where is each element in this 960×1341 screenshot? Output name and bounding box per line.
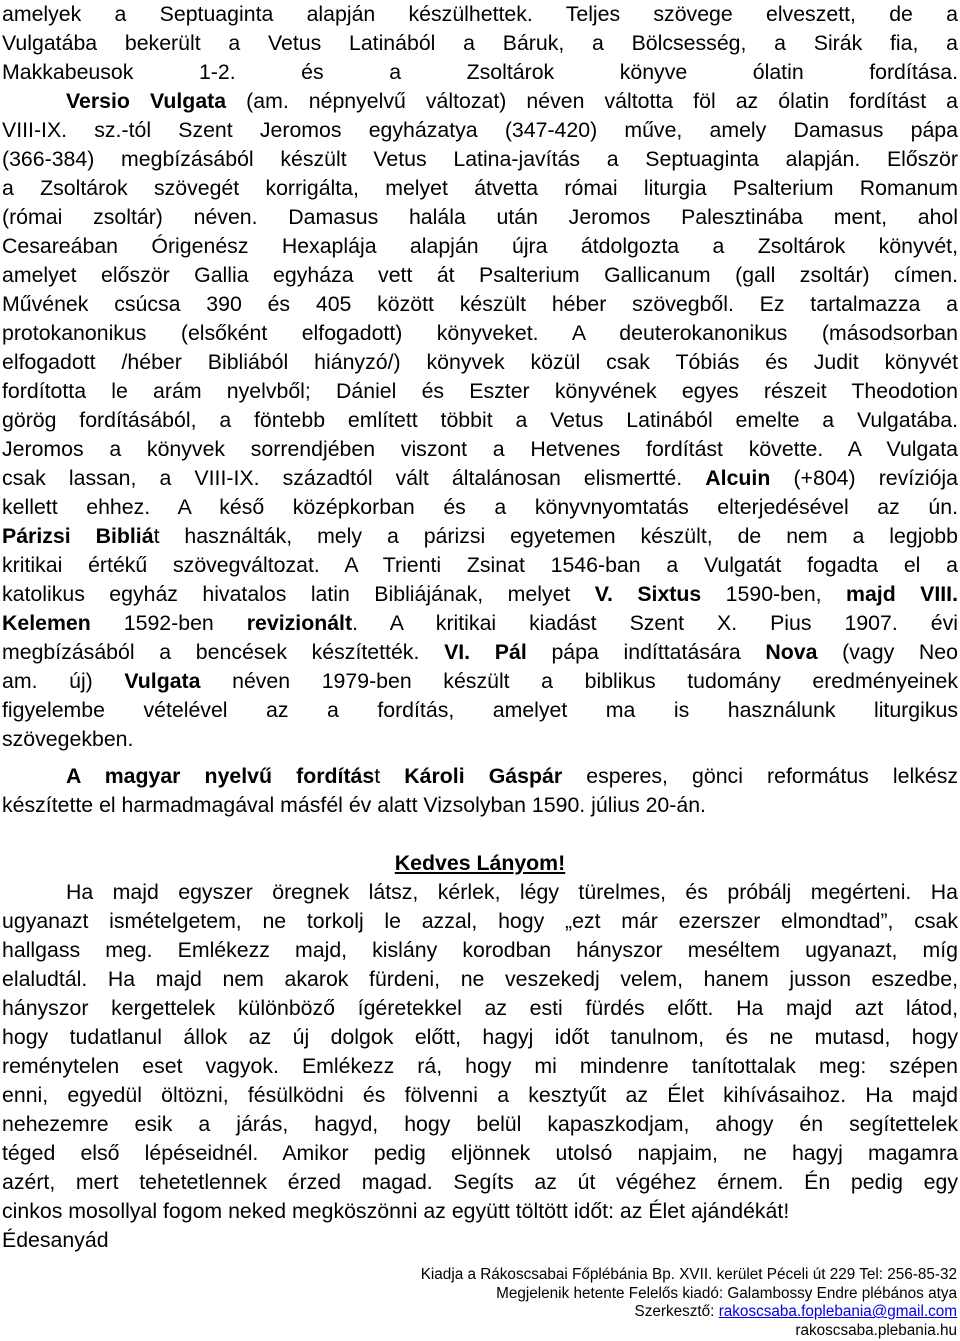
text-line <box>2 290 958 319</box>
footer <box>357 1266 957 1340</box>
text-run: Művének csúcsa 390 és 405 között készült héber szövegből. Ez tartalmazza a <box>2 292 958 316</box>
text-line <box>2 551 958 580</box>
text-run: Jeromos a könyvek sorrendjében viszont a Hetvenes fordítást követte. A Vulgata <box>2 437 958 461</box>
text-run: csak lassan, a VIII-IX. századtól vált általánosan elismertté. <box>2 466 706 490</box>
letter-line: azért, mert tehetetlennek érzed magad. Segíts az út végéhez érnem. Én pedig egy <box>2 1170 958 1194</box>
text-line <box>2 29 958 58</box>
letter-line: téged első lépéseidnél. Amikor pedig eljönnek utolsó napjaim, ne hagyj magamra <box>2 1141 958 1165</box>
text-run: figyelembe vételével az a fordítás, amelyet ma is használunk liturgikus <box>2 698 958 722</box>
karoli-paragraph <box>2 762 958 820</box>
text-run: protokanonikus (elsőként elfogadott) könyveket. A deuterokanonikus (másodsorban <box>2 321 958 345</box>
footer-editor <box>357 1303 957 1322</box>
letter-line: ugyanazt ismételgetem, ne torkolj le azzal, hogy „ezt már ezerszer elmondtad”, csak <box>2 909 958 933</box>
bold-term: A magyar nyelvű fordítás <box>66 764 375 788</box>
text-run: amelyet először Gallia egyháza vett át Psalterium Gallicanum (gall zsoltár) címen. <box>2 263 958 287</box>
text-run: a Zsoltárok szövegét korrigálta, melyet átvetta római liturgia Psalterium Romanum <box>2 176 958 200</box>
text-line <box>2 319 958 348</box>
text-line <box>2 348 958 377</box>
letter-line: hogy tudatlanul állok az új dolgok előtt, hagyj időt tanulnom, és ne mutasd, hogy <box>2 1025 958 1049</box>
text-run: (+804) revíziója <box>770 466 958 490</box>
text-line <box>2 116 958 145</box>
letter-line: Ha majd egyszer öregnek látsz, kérlek, légy türelmes, és próbálj megérteni. Ha <box>66 880 958 904</box>
letter-line: hányszor kergettelek különböző ígéretekkel az esti fürdés előtt. Ha majd azt látod, <box>2 996 958 1020</box>
text-run: 1592-ben <box>90 611 247 635</box>
text-run: néven 1979-ben készült a biblikus tudomány eredményeinek <box>200 669 958 693</box>
text-line <box>2 464 958 493</box>
letter-line: elaludtál. Ha majd nem akarok fürdeni, ne veszekedj velem, hanem jusson eszedbe, <box>2 967 958 991</box>
text-line <box>2 762 958 791</box>
text-run: . A kritikai kiadást Szent X. Pius 1907. évi <box>352 611 958 635</box>
letter-line: hallgass meg. Emlékezz majd, kislány korodban hányszor meséltem ugyanazt, míg <box>2 938 958 962</box>
letter-line: cinkos mosollyal fogom neked megköszönni az együtt töltött időt: az Élet ajándékát! <box>2 1199 790 1223</box>
letter-line: reménytelen eset vagyok. Emlékezz rá, hogy mi mindenre tanítottalak meg: szépen <box>2 1054 958 1078</box>
vulgata-paragraph <box>2 0 958 754</box>
text-line <box>2 609 958 638</box>
footer-publication: Megjelenik hetente Felelős kiadó: Galambossy Endre plébános atya <box>496 1284 957 1302</box>
text-run: t <box>374 764 405 788</box>
text-line <box>2 493 958 522</box>
text-run: (római zsoltár) néven. Damasus halála után Jeromos Palesztinába ment, ahol <box>2 205 958 229</box>
text-line <box>2 667 958 696</box>
bold-term: Nova <box>765 640 818 664</box>
footer-publisher: Kiadja a Rákoscsabai Főplébánia Bp. XVII. kerület Péceli út 229 Tel: 256-85-32 <box>420 1266 957 1283</box>
footer-website: rakoscsaba.plebania.hu <box>795 1321 957 1339</box>
bold-term: Károli Gáspár <box>404 764 563 788</box>
text-run: Vulgatába bekerült a Vetus Latinából a Báruk, a Bölcsesség, a Sirák fia, a <box>2 31 958 55</box>
footer-editor-label: Szerkesztő: <box>634 1303 719 1321</box>
text-run: esperes, gönci református lelkész <box>562 764 959 788</box>
text-run: pápa indíttatására <box>526 640 766 664</box>
letter-body <box>2 878 958 1255</box>
text-line <box>2 58 958 87</box>
text-line <box>2 232 958 261</box>
text-line <box>2 696 958 725</box>
text-run: amelyek a Septuaginta alapján készülhettek. Teljes szövege elveszett, de a <box>2 2 958 26</box>
text-run: (366-384) megbízásából készült Vetus Latina-javítás a Septuaginta alapján. Először <box>2 147 958 171</box>
text-line <box>2 638 958 667</box>
text-line <box>2 0 958 29</box>
letter-title: Kedves Lányom! <box>394 851 566 875</box>
text-line <box>2 435 958 464</box>
text-line <box>2 261 958 290</box>
text-line <box>2 87 958 116</box>
text-line <box>2 522 958 551</box>
text-run: szövegekben. <box>2 727 134 751</box>
text-run: Makkabeusok 1-2. és a Zsoltárok könyve ólatin fordítása. <box>2 60 958 84</box>
bold-term: Párizsi Bibliá <box>2 524 154 548</box>
text-line <box>2 377 958 406</box>
bold-term: majd VIII. <box>846 582 959 606</box>
text-line <box>2 145 958 174</box>
text-run: görög fordításából, a föntebb említett többit a Vetus Latinából emelte a Vulgatába. <box>2 408 958 432</box>
text-run: fordította le arám nyelvből; Dániel és Eszter könyvének egyes részeit Theodotion <box>2 379 958 403</box>
text-run: Cesareában Órigenész Hexaplája alapján újra átdolgozta a Zsoltárok könyvét, <box>2 234 958 258</box>
text-line <box>2 725 958 754</box>
text-run: am. új) <box>2 669 125 693</box>
text-run: VIII-IX. sz.-tól Szent Jeromos egyházatya (347-420) műve, amely Damasus pápa <box>2 118 958 142</box>
text-run: katolikus egyház hivatalos latin Bibliájának, melyet <box>2 582 595 606</box>
text-run: kellett ehhez. A késő középkorban és a könyvnyomtatás elterjedésével az ún. <box>2 495 958 519</box>
text-run: megbízásából a bencések készítették. <box>2 640 445 664</box>
text-run: elfogadott /héber Bibliából hiányzó/) könyvek közül csak Tóbiás és Judit könyvét <box>2 350 958 374</box>
text-line <box>2 406 958 435</box>
text-run: 1590-ben, <box>701 582 847 606</box>
text-run: (am. népnyelvű változat) néven váltotta föl az ólatin fordítást a <box>226 89 959 113</box>
editor-email-link[interactable]: rakoscsaba.foplebania@gmail.com <box>718 1303 957 1321</box>
text-run: t használták, mely a párizsi egyetemen készült, de nem a legjobb <box>153 524 958 548</box>
text-line <box>2 203 958 232</box>
letter-signature: Édesanyád <box>2 1228 109 1252</box>
text-line <box>2 580 958 609</box>
text-run: kritikai értékű szövegváltozat. A Trienti Zsinat 1546-ban a Vulgatát fogadta el a <box>2 553 958 577</box>
text-line <box>2 791 958 820</box>
bold-term: V. Sixtus <box>594 582 702 606</box>
bold-term: Alcuin <box>705 466 771 490</box>
bold-term: Versio Vulgata <box>66 89 227 113</box>
bold-term: Kelemen <box>2 611 91 635</box>
text-run: készítette el harmadmagával másfél év alatt Vizsolyban 1590. július 20-án. <box>2 793 706 817</box>
bold-term: revizionált <box>246 611 353 635</box>
text-line <box>2 174 958 203</box>
letter-line: enni, egyedül öltözni, fésülködni és fölvenni a kesztyűt az Élet kihívásaihoz. Ha majd <box>2 1083 958 1107</box>
bold-term: Vulgata <box>124 669 201 693</box>
bold-term: VI. Pál <box>444 640 527 664</box>
letter-line: nehezemre esik a járás, hagyd, hogy belül kapaszkodjam, ahogy én segítettelek <box>2 1112 958 1136</box>
text-run: (vagy Neo <box>817 640 958 664</box>
